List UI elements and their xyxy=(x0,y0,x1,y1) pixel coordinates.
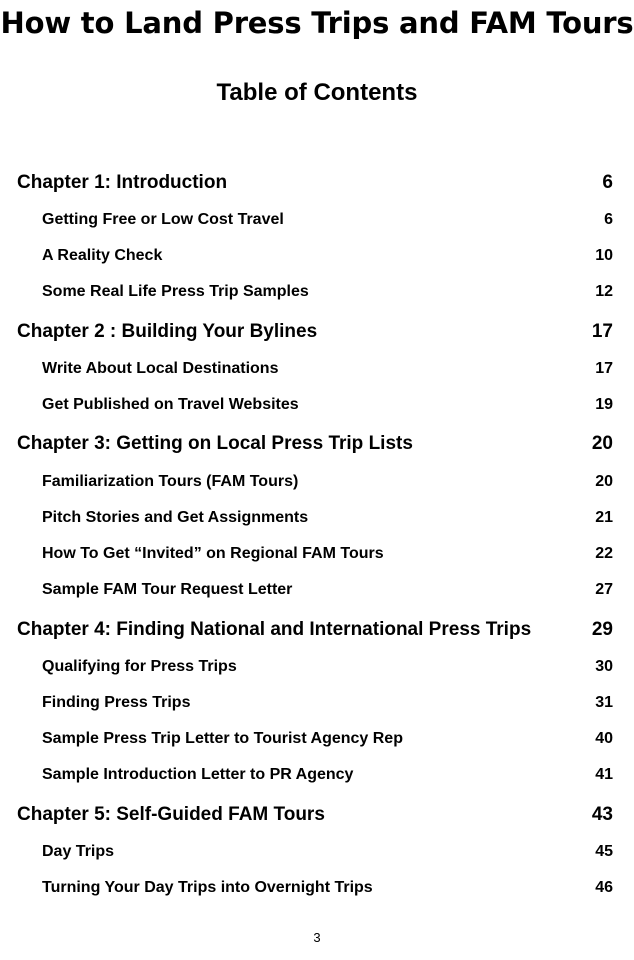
toc-entry-page: 6 xyxy=(602,172,613,193)
toc-section[interactable] xyxy=(42,473,613,491)
toc-entry-page: 17 xyxy=(591,321,613,342)
toc-entry-label: Getting Free or Low Cost Travel xyxy=(42,211,284,228)
toc-entry-page: 27 xyxy=(595,581,613,598)
toc-entry-page: 30 xyxy=(595,658,613,675)
toc-section[interactable] xyxy=(42,545,613,563)
toc-entry-label: Familiarization Tours (FAM Tours) xyxy=(42,473,299,490)
toc-entry-page: 17 xyxy=(595,360,613,377)
toc-entry-label: Chapter 1: Introduction xyxy=(17,172,228,193)
toc-entry-page: 10 xyxy=(595,247,613,264)
toc-section[interactable] xyxy=(42,247,613,265)
toc-entry-label: Chapter 3: Getting on Local Press Trip Lists xyxy=(17,433,413,454)
toc-entry-page: 21 xyxy=(595,509,613,526)
toc-entry-page: 22 xyxy=(595,545,613,562)
toc-section[interactable] xyxy=(42,283,613,301)
toc-entry-page: 31 xyxy=(595,694,613,711)
toc-entry-label: A Reality Check xyxy=(42,247,163,264)
toc-entry-label: Day Trips xyxy=(42,843,115,860)
toc-entry-label: Chapter 2 : Building Your Bylines xyxy=(17,321,318,342)
toc-section[interactable] xyxy=(42,658,613,676)
toc-section[interactable] xyxy=(42,509,613,527)
toc-entry-label: Turning Your Day Trips into Overnight Trips xyxy=(42,879,373,896)
toc-chapter[interactable] xyxy=(17,321,613,343)
toc-entry-label: Pitch Stories and Get Assignments xyxy=(42,509,309,526)
toc-entry-page: 12 xyxy=(595,283,613,300)
toc-entry-label: Finding Press Trips xyxy=(42,694,191,711)
toc-section[interactable] xyxy=(42,766,613,784)
toc-section[interactable] xyxy=(42,581,613,599)
toc-entry-page: 6 xyxy=(604,211,613,228)
toc-entry-label: Write About Local Destinations xyxy=(42,360,279,377)
toc-section[interactable] xyxy=(42,879,613,897)
page-number: 3 xyxy=(313,930,321,945)
toc-entry-page: 46 xyxy=(595,879,613,896)
toc-entry-label: How To Get “Invited” on Regional FAM Tours xyxy=(42,545,384,562)
toc-entry-page: 40 xyxy=(595,730,613,747)
toc-entry-label: Sample FAM Tour Request Letter xyxy=(42,581,293,598)
toc-entry-page: 45 xyxy=(595,843,613,860)
toc-entry-label: Chapter 4: Finding National and International Press Trips xyxy=(17,619,532,640)
toc-entry-label: Some Real Life Press Trip Samples xyxy=(42,283,309,300)
toc-entry-page: 19 xyxy=(595,396,613,413)
toc-heading: Table of Contents xyxy=(216,79,418,106)
toc-chapter[interactable] xyxy=(17,804,613,826)
toc-entry-label: Qualifying for Press Trips xyxy=(42,658,237,675)
toc-entry-page: 20 xyxy=(595,473,613,490)
toc-section[interactable] xyxy=(42,360,613,378)
toc-chapter[interactable] xyxy=(17,433,613,455)
toc-entry-label: Get Published on Travel Websites xyxy=(42,396,299,413)
toc-entry-label: Chapter 5: Self-Guided FAM Tours xyxy=(17,804,325,825)
toc-section[interactable] xyxy=(42,730,613,748)
toc-chapter[interactable] xyxy=(17,172,613,194)
toc-entry-page: 29 xyxy=(591,619,613,640)
toc-entry-label: Sample Introduction Letter to PR Agency xyxy=(42,766,354,783)
toc-entry-label: Sample Press Trip Letter to Tourist Agency Rep xyxy=(42,730,403,747)
toc-section[interactable] xyxy=(42,211,613,229)
toc-section[interactable] xyxy=(42,396,613,414)
toc-chapter[interactable] xyxy=(17,619,613,641)
toc-section[interactable] xyxy=(42,694,613,712)
toc-entry-page: 41 xyxy=(595,766,613,783)
book-title: How to Land Press Trips and FAM Tours xyxy=(0,6,634,40)
toc-entry-page: 20 xyxy=(591,433,613,454)
toc-entry-page: 43 xyxy=(591,804,613,825)
toc-section[interactable] xyxy=(42,843,613,861)
